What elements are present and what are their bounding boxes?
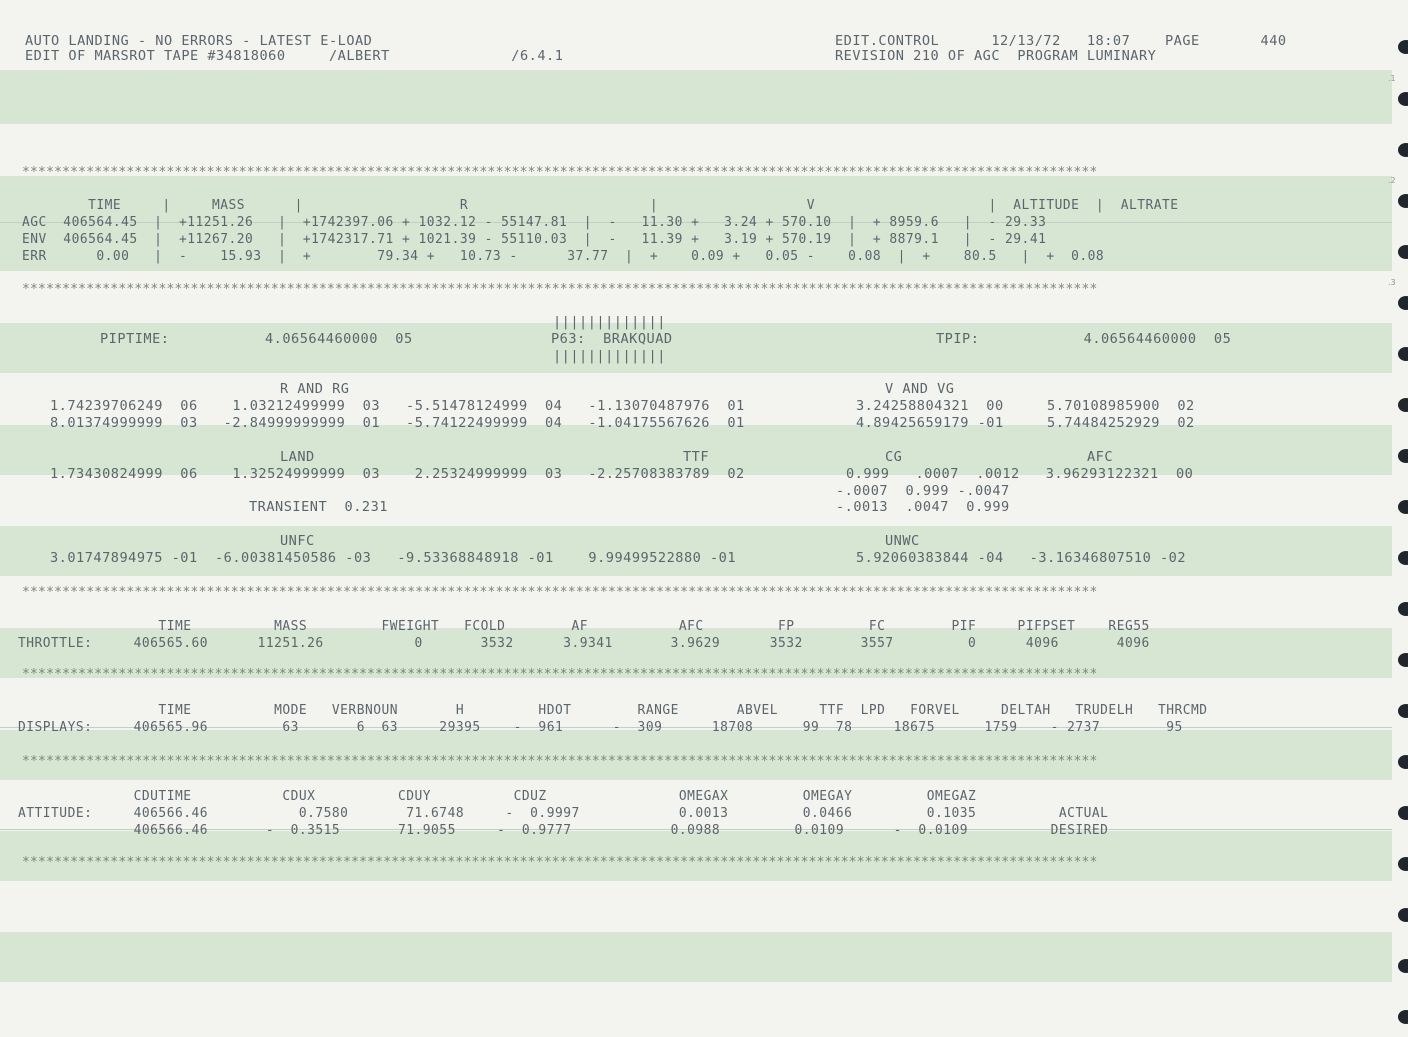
unwc-row: 5.92060383844 -04 -3.16346807510 -02 bbox=[856, 550, 1186, 566]
header-title: AUTO LANDING - NO ERRORS - LATEST E-LOAD bbox=[25, 33, 373, 49]
displays-row: DISPLAYS: 406565.96 63 6 63 29395 - 961 - 309 18708 99 78 18675 1759 - 2737 95 bbox=[18, 720, 1183, 735]
tpip: TPIP: 4.06564460000 05 bbox=[936, 331, 1232, 347]
separator: ************************************************************************************************************************************** bbox=[22, 754, 1098, 769]
label-land: LAND bbox=[280, 449, 315, 465]
tractor-hole bbox=[1398, 449, 1408, 463]
label-v-and-vg: V AND VG bbox=[885, 381, 955, 397]
separator: ************************************************************************************************************************************** bbox=[22, 667, 1098, 682]
tractor-hole bbox=[1398, 143, 1408, 157]
vector-row: 8.01374999999 03 -2.84999999999 01 -5.74122499999 04 -1.04175567626 01 bbox=[50, 415, 745, 431]
tractor-hole bbox=[1398, 398, 1408, 412]
tractor-hole bbox=[1398, 653, 1408, 667]
transient: TRANSIENT 0.231 bbox=[249, 499, 388, 515]
displays-header: TIME MODE VERBNOUN H HDOT RANGE ABVEL TTF LPD FORVEL DELTAH TRUDELH THRCMD bbox=[18, 703, 1208, 718]
throttle-header: TIME MASS FWEIGHT FCOLD AF AFC FP FC PIF PIFPSET REG55 bbox=[18, 619, 1150, 634]
attitude-header: CDUTIME CDUX CDUY CDUZ OMEGAX OMEGAY OMEGAZ bbox=[18, 789, 977, 804]
header-control: EDIT.CONTROL 12/13/72 18:07 PAGE 440 bbox=[835, 33, 1287, 49]
label-cg: CG bbox=[885, 449, 903, 465]
pip-bars-bottom: ||||||||||||| bbox=[553, 348, 666, 364]
cg-row: -.0013 .0047 0.999 bbox=[836, 499, 1010, 515]
margin-tick: .3 bbox=[1388, 278, 1396, 287]
state-row-env: ENV 406564.45 | +11267.20 | +1742317.71 + 1021.39 - 55110.03 | - 11.39 + 3.19 + 570.19 | + 8879.1 | - 29.41 bbox=[22, 232, 1047, 247]
tractor-hole bbox=[1398, 704, 1408, 718]
separator: ************************************************************************************************************************************** bbox=[22, 165, 1098, 180]
program-name: P63: BRAKQUAD bbox=[551, 331, 673, 347]
tractor-hole bbox=[1398, 806, 1408, 820]
label-unfc: UNFC bbox=[280, 533, 315, 549]
tractor-hole bbox=[1398, 908, 1408, 922]
cg-row: -.0007 0.999 -.0047 bbox=[836, 483, 1010, 499]
tractor-hole bbox=[1398, 500, 1408, 514]
tractor-hole bbox=[1398, 755, 1408, 769]
tractor-hole bbox=[1398, 296, 1408, 310]
header-revision: REVISION 210 OF AGC PROGRAM LUMINARY bbox=[835, 48, 1157, 64]
vector-row: 4.89425659179 -01 5.74484252929 02 bbox=[856, 415, 1195, 431]
separator: ************************************************************************************************************************************** bbox=[22, 855, 1098, 870]
tractor-hole bbox=[1398, 959, 1408, 973]
margin-tick: .1 bbox=[1388, 74, 1396, 83]
tractor-hole bbox=[1398, 602, 1408, 616]
state-row-agc: AGC 406564.45 | +11251.26 | +1742397.06 + 1032.12 - 55147.81 | - 11.30 + 3.24 + 570.10 | + 8959.6 | - 29.33 bbox=[22, 215, 1047, 230]
tractor-hole bbox=[1398, 92, 1408, 106]
cg-row: 0.999 .0007 .0012 3.96293122321 00 bbox=[846, 466, 1194, 482]
tractor-hole bbox=[1398, 551, 1408, 565]
attitude-row-desired: 406566.46 - 0.3515 71.9055 - 0.9777 0.0988 0.0109 - 0.0109 DESIRED bbox=[18, 823, 1109, 838]
green-band bbox=[0, 70, 1392, 124]
separator: ************************************************************************************************************************************** bbox=[22, 585, 1098, 600]
label-afc: AFC bbox=[1087, 449, 1114, 465]
tractor-hole bbox=[1398, 40, 1408, 54]
state-row-err: ERR 0.00 | - 15.93 | + 79.34 + 10.73 - 37.77 | + 0.09 + 0.05 - 0.08 | + 80.5 | + 0.08 bbox=[22, 249, 1105, 264]
pip-bars-top: ||||||||||||| bbox=[553, 314, 666, 330]
vector-row: 3.24258804321 00 5.70108985900 02 bbox=[856, 398, 1195, 414]
land-row: 1.73430824999 06 1.32524999999 03 2.25324999999 03 -2.25708383789 02 bbox=[50, 466, 745, 482]
tractor-hole bbox=[1398, 194, 1408, 208]
tractor-hole bbox=[1398, 1010, 1408, 1024]
tractor-hole bbox=[1398, 347, 1408, 361]
label-ttf: TTF bbox=[683, 449, 710, 465]
tractor-hole bbox=[1398, 245, 1408, 259]
attitude-row-actual: ATTITUDE: 406566.46 0.7580 71.6748 - 0.9997 0.0013 0.0466 0.1035 ACTUAL bbox=[18, 806, 1109, 821]
vector-row: 1.74239706249 06 1.03212499999 03 -5.51478124999 04 -1.13070487976 01 bbox=[50, 398, 745, 414]
piptime: PIPTIME: 4.06564460000 05 bbox=[100, 331, 413, 347]
green-band bbox=[0, 932, 1392, 982]
state-table-header: TIME | MASS | R | V | ALTITUDE | ALTRATE bbox=[22, 198, 1179, 213]
header-tape: EDIT OF MARSROT TAPE #34818060 /ALBERT /6.4.1 bbox=[25, 48, 564, 64]
separator: ************************************************************************************************************************************** bbox=[22, 282, 1098, 297]
throttle-row: THROTTLE: 406565.60 11251.26 0 3532 3.9341 3.9629 3532 3557 0 4096 4096 bbox=[18, 636, 1150, 651]
label-unwc: UNWC bbox=[885, 533, 920, 549]
label-r-and-rg: R AND RG bbox=[280, 381, 350, 397]
margin-tick: .2 bbox=[1388, 176, 1396, 185]
tractor-hole bbox=[1398, 857, 1408, 871]
unfc-row: 3.01747894975 -01 -6.00381450586 -03 -9.53368848918 -01 9.99499522880 -01 bbox=[50, 550, 737, 566]
